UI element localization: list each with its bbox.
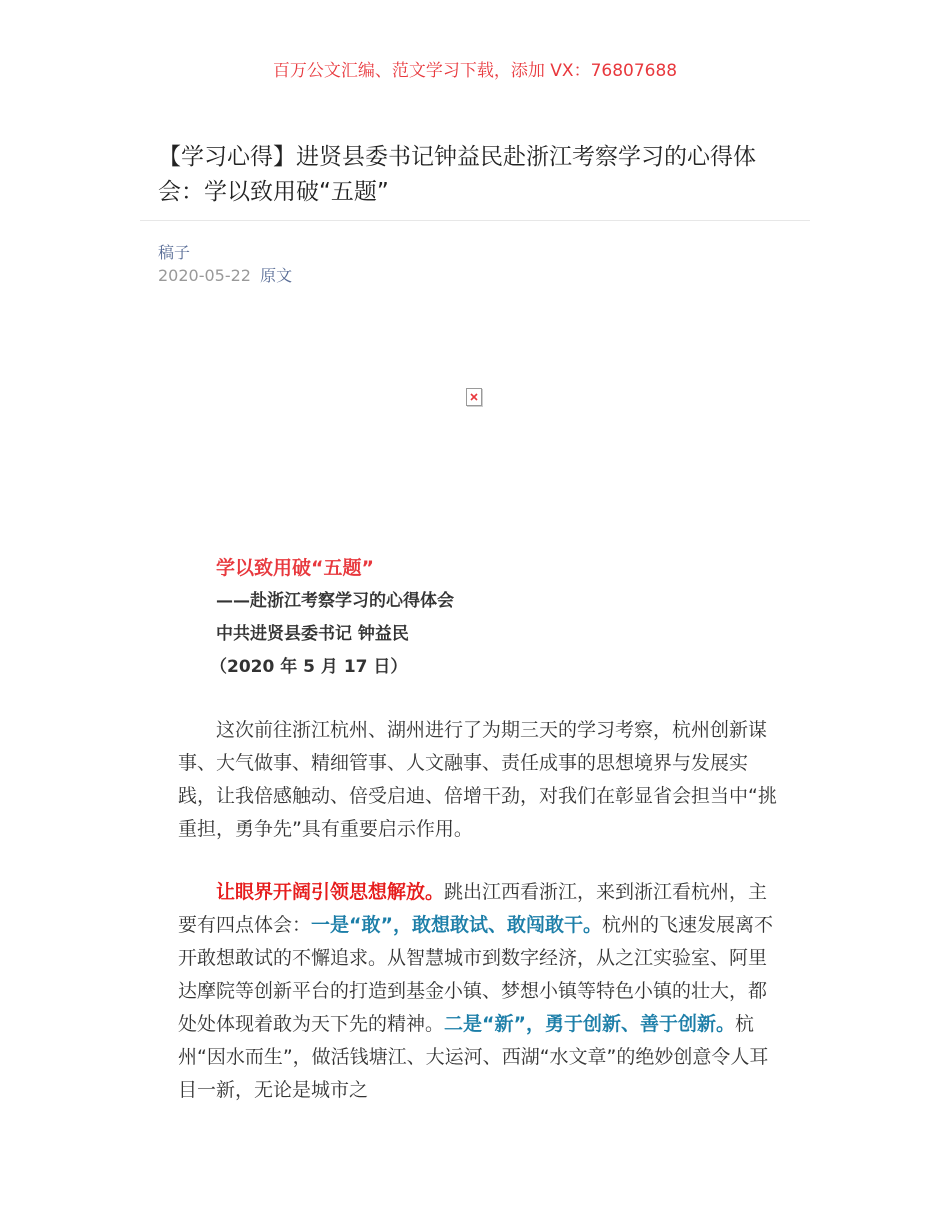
article-title: 【学习心得】进贤县委书记钟益民赴浙江考察学习的心得体会：学以致用破“五题” — [158, 144, 756, 205]
paragraph-2 — [178, 876, 778, 1107]
article-meta — [158, 263, 292, 286]
heading-subtitle: ——赴浙江考察学习的心得体会 — [216, 591, 454, 611]
paragraph-2-lead: 让眼界开阔引领思想解放。 — [216, 881, 445, 903]
paragraph-2-text2: 杭州的飞速发展离不开敢想敢试的不懈追求。从智慧城市到数字经济，从之江实验室、阿里达摩院等创新平台的打造到基金小镇、梦想小镇等特色小镇的壮大，都处处体现着敢为天下先的精神。 — [178, 914, 774, 1035]
publish-date: 2020-05-22 — [158, 266, 251, 285]
broken-image-icon[interactable] — [466, 388, 482, 406]
title-divider — [140, 220, 810, 221]
paragraph-2-text3: 杭州“因水而生”，做活钱塘江、大运河、西湖“水文章”的绝妙创意令人耳目一新，无论是城市之 — [178, 1013, 769, 1101]
heading-date: （2020 年 5 月 17 日） — [210, 657, 408, 677]
paragraph-2-point1: 一是“敢”，敢想敢试、敢闯敢干。 — [311, 914, 602, 936]
paragraph-1: 这次前往浙江杭州、湖州进行了为期三天的学习考察，杭州创新谋事、大气做事、精细管事、人文融事、责任成事的思想境界与发展实践，让我倍感触动、倍受启迪、倍增干劲，对我们在彰显省会担当中“挑重担，勇争先”具有重要启示作用。 — [178, 719, 777, 840]
article-heading — [210, 553, 454, 685]
heading-main: 学以致用破“五题” — [216, 557, 374, 579]
original-link[interactable]: 原文 — [260, 266, 293, 285]
heading-byline: 中共进贤县委书记 钟益民 — [216, 624, 409, 644]
paragraph-2-point2: 二是“新”，勇于创新、善于创新。 — [444, 1013, 735, 1035]
paragraph-2-text1: 跳出江西看浙江，来到浙江看杭州，主要有四点体会： — [178, 881, 768, 936]
promo-banner: 百万公文汇编、范文学习下载，添加 VX：76807688 — [272, 61, 678, 81]
author-link[interactable]: 稿子 — [158, 243, 191, 262]
